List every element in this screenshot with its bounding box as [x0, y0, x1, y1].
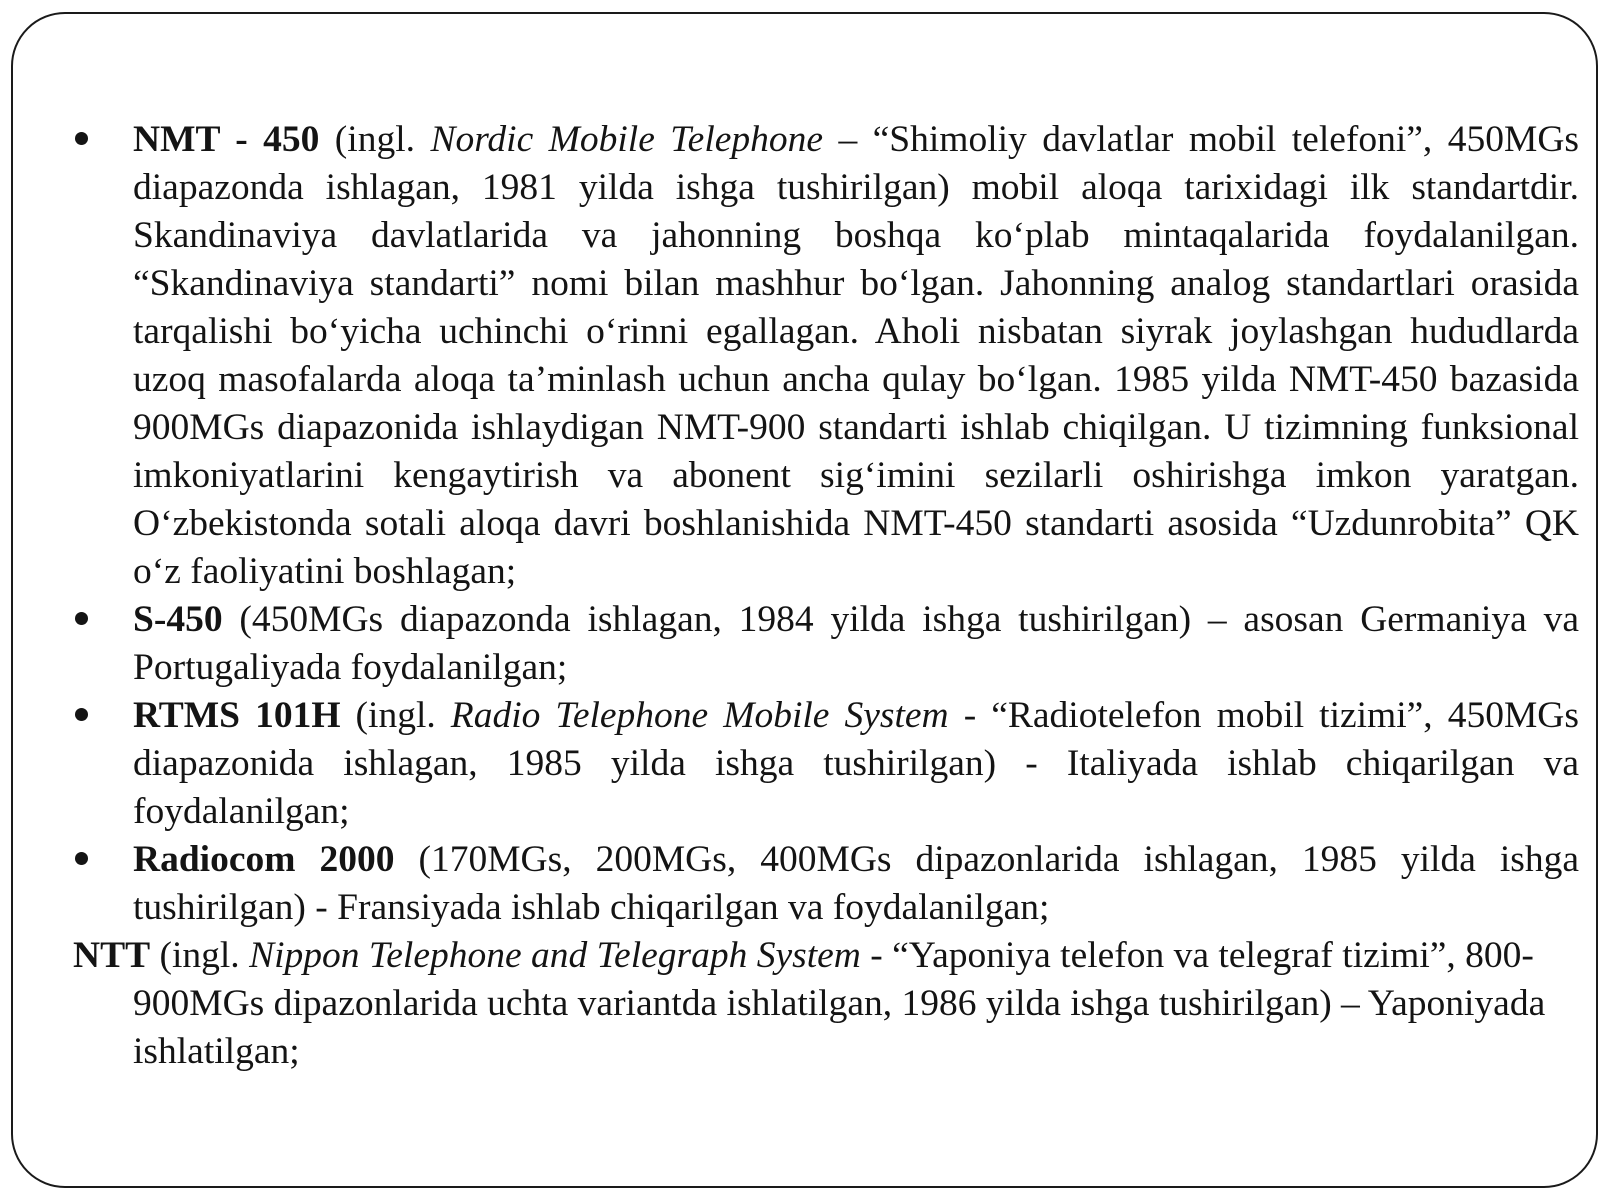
slide-content [73, 116, 1579, 1076]
item-text: (170MGs, 200MGs, 400MGs dipazonlarida ishlagan, 1985 yilda ishga tushirilgan) - Fransiyada ishlab chiqarilgan va foydalanilgan; [133, 839, 1579, 928]
item-text-continued: - “Radiotelefon mobil tizimi”, 450MGs diapazonida ishlagan, 1985 yilda ishga tushirilgan) - Italiyada ishlab chiqarilgan va foydalanilgan; [133, 695, 1579, 832]
list-item-nmt-450 [73, 116, 1579, 596]
bullet-icon [73, 596, 93, 644]
item-term: NTT [73, 935, 151, 976]
item-term: RTMS 101H [133, 695, 341, 736]
item-term: NMT - 450 [133, 119, 320, 160]
standards-list [73, 116, 1579, 932]
list-item-radiocom-2000 [73, 836, 1579, 932]
bullet-icon [73, 692, 93, 740]
item-text: (ingl. [150, 935, 250, 976]
slide-frame [11, 12, 1598, 1188]
item-text: (450MGs diapazonda ishlagan, 1984 yilda ishga tushirilgan) – asosan Germaniya va Portugaliyada foydalanilgan; [133, 599, 1579, 688]
item-text: (ingl. [340, 695, 451, 736]
ntt-paragraph [73, 932, 1579, 1076]
list-item-rtms-101h [73, 692, 1579, 836]
bullet-icon [73, 116, 93, 164]
item-english-name: Radio Telephone Mobile System [450, 695, 949, 736]
item-term: S-450 [133, 599, 223, 640]
bullet-icon [73, 836, 93, 884]
item-english-name: Nordic Mobile Telephone [430, 119, 824, 160]
item-text-continued: - “Yaponiya telefon va telegraf tizimi”, 800-900MGs dipazonlarida uchta variantda ishlatilgan, 1986 yilda ishga tushirilgan) – Yaponiyada ishlatilgan; [133, 935, 1546, 1072]
list-item-s-450 [73, 596, 1579, 692]
item-english-name: Nippon Telephone and Telegraph System [249, 935, 861, 976]
item-text-continued: – “Shimoliy davlatlar mobil telefoni”, 450MGs diapazonda ishlagan, 1981 yilda ishga tushirilgan) mobil aloqa tarixidagi ilk standartdir. Skandinaviya davlatlarida va jahonning boshqa koʻplab mintaqalarida foydalanilgan. “Skandinaviya standarti” nomi bilan mashhur boʻlgan. Jahonning analog standartlari orasida tarqalishi boʻyicha uchinchi oʻrinni egallagan. Aholi nisbatan siyrak joylashgan hududlarda uzoq masofalarda aloqa taʼminlash uchun ancha qulay boʻlgan. 1985 yilda NMT-450 bazasida 900MGs diapazonida ishlaydigan NMT-900 standarti ishlab chiqilgan. U tizimning funksional imkoniyatlarini kengaytirish va abonent sigʻimini sezilarli oshirishga imkon yaratgan. Oʻzbekistonda sotali aloqa davri boshlanishida NMT-450 standarti asosida “Uzdunrobita” QK oʻz faoliyatini boshlagan; [133, 119, 1579, 592]
item-text: (ingl. [319, 119, 431, 160]
item-term: Radiocom 2000 [133, 839, 395, 880]
